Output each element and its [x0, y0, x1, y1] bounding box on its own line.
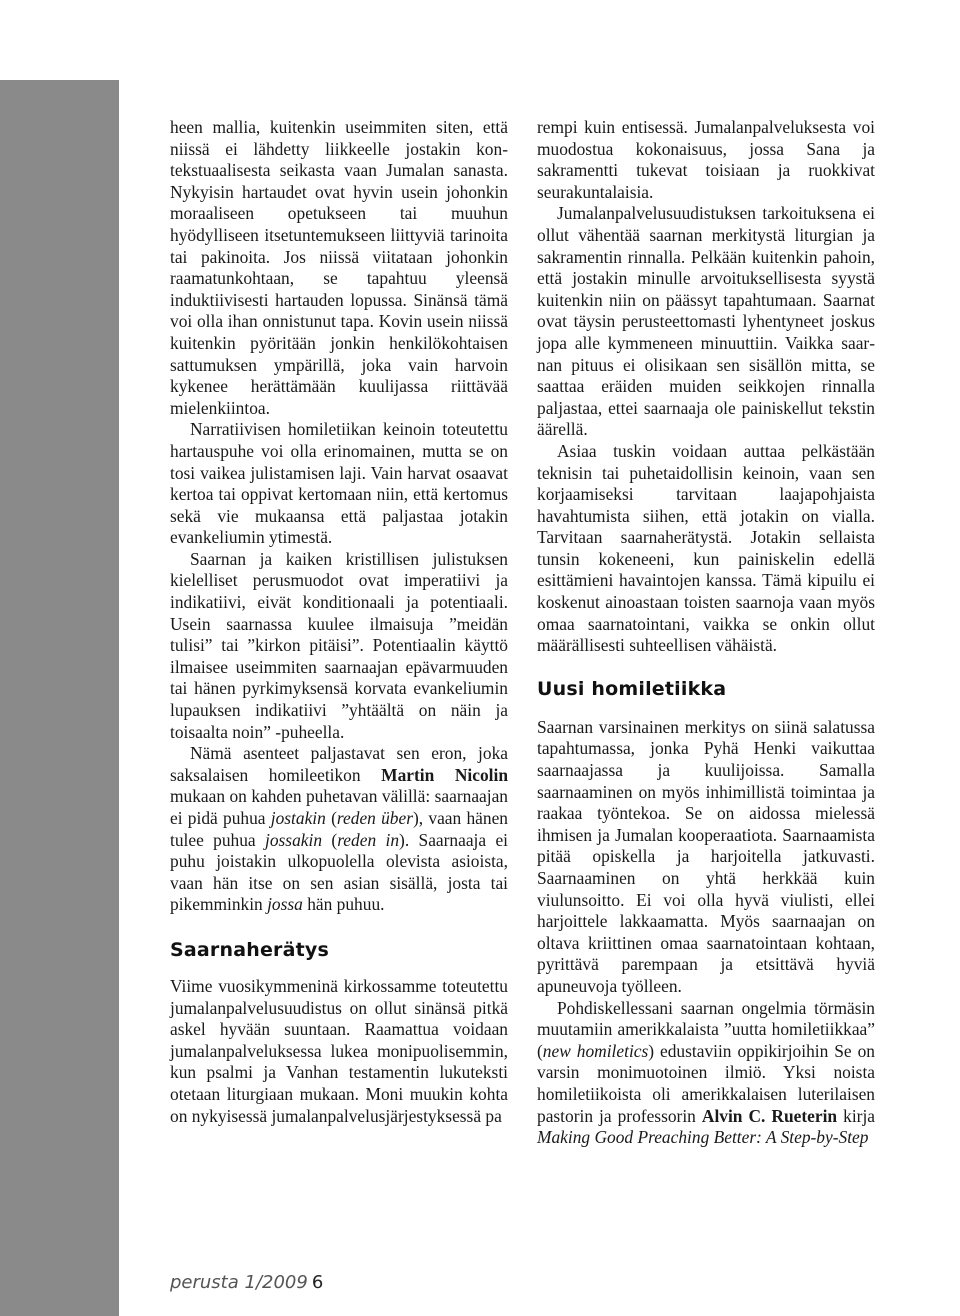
paragraph: Saarnan ja kaiken kristillisen julistuksen kielelliset perusmuodot ovat imperatiivi ja indikatiivi, eivät konditionaali ja potentiaali. Usein saarnassa kuulee ilmaisuja ”meidän tulisi” tai ”kirkon pitäisi”. Potentiaalin käyttö ilmaisee useimmiten saarnaajan epävarmuuden tai hänen pyrkimyksensä korvata evankeliumin lupauksen indikatiivi ”yhtäältä on näin ja toisaalta noin” -puheella.: [170, 548, 508, 742]
italic-term: reden in: [337, 829, 400, 850]
italic-term: reden über: [336, 808, 413, 828]
paragraph: rempi kuin entisessä. Jumalanpalveluksesta voi muodostua kokonaisuus, jossa Sana ja sakramentti tukevat toisiaan ja ruokkivat seurakuntalaisia.: [537, 117, 875, 202]
paragraph: Asiaa tuskin voidaan auttaa pelkästään teknisin tai puhetaidollisin keinoin, vaan sen korjaamiseksi tarvitaan laajapohjaista havahtumista siihen, että jotakin on vialla. Tarvitaan saarnaherätystä. Jotakin sellaista tunsin kokeneeni, kun painiskelin edellä esittämieni havaintojen kanssa. Tämä kipuilu ei koskenut ainoastaan toisten saarnoja vaan myös omaa saarnatointani, vaikka se onkin ollut määrällisesti suhteellisen vähäistä.: [537, 440, 875, 656]
section-heading: Uusi homiletiikka: [537, 677, 727, 700]
text-run: (: [322, 829, 338, 850]
side-bar-top-margin: [0, 0, 119, 80]
text-run: mukaan on kahden puhetavan välillä: saarnaajan ei pidä puhua: [170, 786, 508, 828]
paragraph: Viime vuosikymmeninä kirkossamme toteutettu jumalanpalvelusuudistus on ollut sinänsä pitkä askel hyvään suuntaan. Raamattua voidaan jumalanpalveluksessa lukea monipuolisemmin, kun psalmi ja Vanhan testamentin lukuteksti otetaan liturgiaan mukaan. Moni muukin kohta on nykyisessä jumalanpalvelusjärjestyksessä pa: [170, 975, 508, 1126]
text-run: (: [325, 808, 337, 828]
paragraph: Saarnan varsinainen merkitys on siinä salatussa tapahtumassa, jonka Pyhä Henki vaikuttaa saarnaajassa ja kuulijoissa. Samalla saarnaaminen on myös inhimillistä toimintaa ja raakaa työntekoa. Se on aidossa mielessä ihmisen ja Jumalan kooperaatiota. Saarnaamista pitää opiskella ja harjoitella jatkuvasti. Saarnaaminen on yhtä herkkää kuin viulunsoitto. Ei voi olla hyvä viulisti, ellei harjoittele lakkaamatta. Myös saarnaajan on oltava kriittinen omaa saarnatointaan kohtaan, pyrittävä parempaan ja etsittävä hyviä apuneuvoja työlleen.: [537, 716, 875, 996]
paragraph: [170, 743, 508, 916]
page-number: 6: [311, 1272, 324, 1293]
italic-term: jossakin: [265, 829, 323, 850]
left-column: [170, 117, 508, 1127]
author-name: Martin Nicolin: [381, 764, 508, 785]
text-run: hän puhuu.: [302, 894, 385, 915]
italic-term: jossa: [267, 894, 303, 915]
text-run: Pohdiskellessani saarnan ongelmia törmäsin muutamiin amerikkalaista ”uutta homiletiikkaa” (: [537, 997, 875, 1061]
paragraph: heen mallia, kuitenkin useimmiten siten, että niissä ei lähdetty liikkeelle jostakin kontekstuaalisesta seikasta vaan Jumalan sanasta. Nykyisin hartaudet ovat hyvin usein johonkin moraaliseen opetukseen tai muuhun hyödylliseen itsetuntemukseen liittyviä tarinoita tai pakinoita. Jos niissä viitataan johonkin raamatunkohtaan, se tapahtuu yleensä induktiivisesti hartauden lopussa. Sinänsä tämä voi olla ihan onnistunut tapa. Kovin usein niissä kuitenkin pyöritään jonkin henkilökohtaisen sattumuksen ympärillä, joka vain harvoin kykenee herättämään kuulijassa riittävää mielenkiintoa.: [170, 117, 508, 418]
paragraph: Jumalanpalvelusuudistuksen tarkoituksena ei ollut vähentää saarnan merkitystä liturgian ja sakramentin rinnalla. Pelkään kuitenkin pahoin, että jostakin minulle arvoituksellisesta syystä kuitenkin niin on päässyt tapahtumaan. Saarnat ovat täysin perusteettomasti lyhentyneet joskus jopa alle kymmeneen minuuttiin. Vaikka saarnan pituus ei olisikaan sen sisällön mitta, se saattaa eräiden muiden seikkojen rinnalla paljastaa, ettei saarnaaja ole painiskellut tekstin äärellä.: [537, 203, 875, 440]
page-footer: [170, 1272, 323, 1293]
book-title: Making Good Preaching Better: A Step-by-Step: [537, 1127, 869, 1148]
paragraph: [537, 998, 875, 1149]
text-run: ), vaan hänen tulee puhua: [170, 808, 509, 850]
right-column: [537, 117, 875, 1149]
italic-term: jostakin: [270, 808, 326, 828]
paragraph: Narratiivisen homiletiikan keinoin toteutettu hartauspuhe voi olla erinomainen, mutta se on tosi vaikea julistamisen laji. Vain harvat osaavat kertoa tai oppivat kertomaan niin, että kertomus sekä vie mukaansa että paljastaa jotakin evankeliumin ytimestä.: [170, 419, 508, 548]
side-decoration-bar: [0, 80, 119, 1316]
magazine-name: perusta 1/2009: [170, 1272, 308, 1293]
text-run: Nämä asenteet paljastavat sen eron, joka saksalaisen homileetikon: [170, 743, 508, 785]
author-name: Alvin C. Rueterin: [701, 1105, 838, 1126]
text-run: ). Saarnaaja ei puhu joistakin ulkopuolella olevista asioista, vaan hän itse on sen asian sisällä, josta tai pikemminkin: [170, 829, 509, 915]
text-run: kirja: [837, 1105, 875, 1126]
section-heading: Saarnaherätys: [170, 938, 330, 961]
text-run: ) edustaviin oppikirjoihin Se on varsin monimuotoinen ilmiö. Yksi noista homiletiikoista oli amerikkalaisen luterilaisen pastorin ja professorin: [537, 1040, 876, 1126]
italic-term: new homiletics: [542, 1040, 649, 1061]
